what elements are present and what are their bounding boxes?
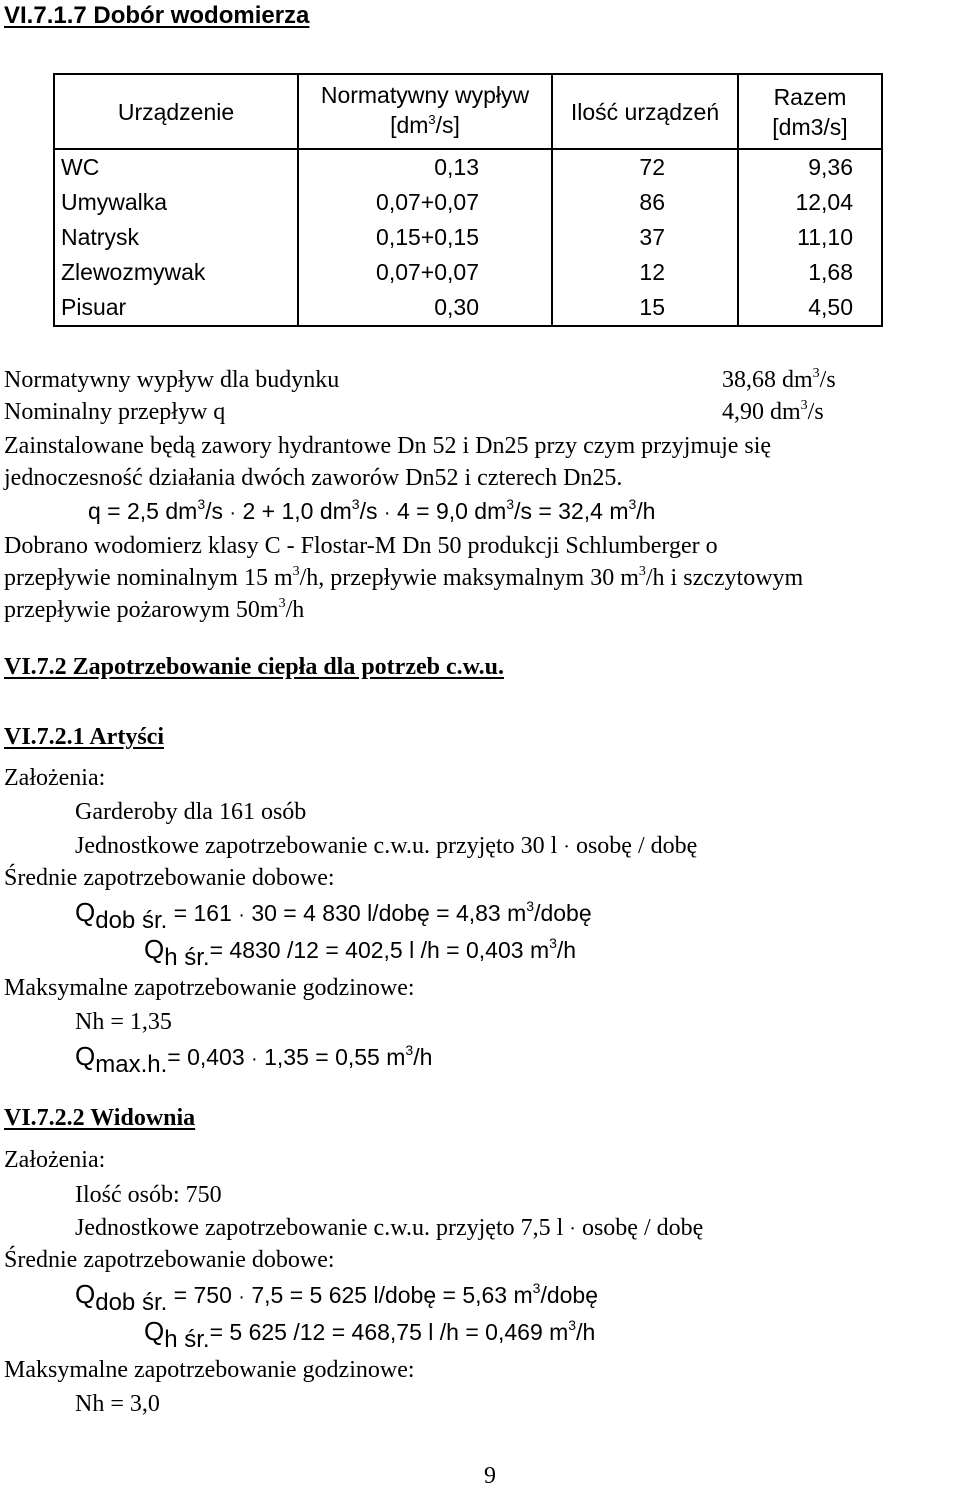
table-header-row (54, 74, 882, 149)
nominal-flow-number: 4,90 dm (722, 399, 801, 425)
table-row (54, 220, 882, 255)
q-symbol: Q (144, 934, 165, 964)
q-symbol: Q (144, 1316, 165, 1346)
table-row (54, 290, 882, 326)
audience-assumptions-label: Założenia: (4, 1147, 106, 1173)
formula-sup: 3 (628, 496, 637, 512)
cell-total: 4,50 (738, 290, 882, 326)
multiply-dot: · (251, 1048, 258, 1070)
q-symbol: Q (75, 1041, 96, 1071)
cell-total: 12,04 (738, 185, 882, 220)
cell-device: WC (54, 149, 298, 185)
cell-flow: 0,15+0,15 (298, 220, 552, 255)
cell-count: 86 (552, 185, 738, 220)
formula-part: /h (636, 498, 656, 524)
header-flow-unit-sup: 3 (428, 111, 436, 127)
formula-sup: 3 (506, 496, 515, 512)
formula-part: = 161 (167, 900, 232, 926)
formula-part: /h (413, 1044, 433, 1070)
formula-part: 2 + 1,0 dm (242, 498, 352, 524)
flow-formula (88, 496, 656, 524)
q-symbol: Q (75, 1279, 96, 1309)
meter-text: przepływie pożarowym 50m (4, 597, 279, 623)
q-subscript: dob śr. (95, 1289, 168, 1316)
cell-total: 1,68 (738, 255, 882, 290)
formula-part: = 5 625 /12 = 468,75 l /h = 0,469 m (209, 1319, 569, 1345)
artists-item-2-text: osobę / dobę (575, 833, 698, 859)
cell-flow: 0,07+0,07 (298, 185, 552, 220)
hydrant-paragraph-line1: Zainstalowane będą zawory hydrantowe Dn 52 i Dn25 przy czym przyjmuje się (4, 433, 772, 459)
norm-flow-sup: 3 (812, 366, 820, 381)
meter-paragraph-line3 (4, 598, 304, 622)
audience-heading: VI.7.2.2 Widownia (4, 1105, 196, 1131)
nominal-flow-value (722, 400, 824, 424)
formula-sup: 3 (526, 898, 535, 914)
header-flow-line1: Normatywny wypływ (320, 81, 530, 108)
cell-total: 9,36 (738, 149, 882, 185)
multiply-dot: · (569, 1218, 576, 1240)
header-flow (298, 74, 552, 149)
cell-flow: 0,30 (298, 290, 552, 326)
cell-count: 72 (552, 149, 738, 185)
meter-text: przepływie nominalnym 15 m (4, 565, 293, 591)
artists-item-2 (75, 834, 697, 858)
formula-sup: 3 (351, 496, 360, 512)
formula-part: = 750 (167, 1282, 232, 1308)
multiply-dot: · (229, 502, 237, 524)
cell-device: Natrysk (54, 220, 298, 255)
audience-item-2 (75, 1216, 703, 1240)
meter-paragraph-line2 (4, 566, 803, 590)
formula-part: /dobę (540, 1282, 599, 1308)
audience-item-2-text: Jednostkowe zapotrzebowanie c.w.u. przyjęto 7,5 l (75, 1215, 564, 1241)
formula-part: 30 = 4 830 l/dobę = 4,83 m (251, 900, 527, 926)
meter-sup: 3 (278, 596, 286, 611)
cell-total: 11,10 (738, 220, 882, 255)
nominal-flow-sup: 3 (800, 398, 808, 413)
q-subscript: max.h. (95, 1051, 168, 1078)
multiply-dot: · (563, 836, 570, 858)
nominal-flow-label: Nominalny przepływ q (4, 399, 226, 425)
formula-sup: 3 (549, 935, 557, 951)
meter-sup: 3 (638, 564, 646, 579)
artists-assumptions-label: Założenia: (4, 765, 106, 791)
artists-nh: Nh = 1,35 (75, 1009, 172, 1035)
multiply-dot: · (238, 904, 245, 926)
multiply-dot: · (238, 1286, 245, 1308)
formula-sup: 3 (532, 1280, 541, 1296)
table-row (54, 185, 882, 220)
formula-part: = 4830 /12 = 402,5 l /h = 0,403 m (209, 937, 550, 963)
meter-text: /h i szczytowym (645, 565, 804, 591)
q-subscript: h śr. (164, 1326, 210, 1353)
cell-count: 37 (552, 220, 738, 255)
water-meter-table (53, 73, 883, 327)
formula-part: 1,35 = 0,55 m (264, 1044, 406, 1070)
cell-flow: 0,07+0,07 (298, 255, 552, 290)
header-count: Ilość urządzeń (552, 74, 738, 149)
meter-paragraph-line1: Dobrano wodomierz klasy C - Flostar-M Dn 50 produkcji Schlumberger o (4, 533, 718, 559)
audience-item-2-text: osobę / dobę (581, 1215, 704, 1241)
formula-part: /h (556, 937, 577, 963)
norm-flow-number: 38,68 dm (722, 367, 813, 393)
nominal-flow-unit: /s (807, 399, 824, 425)
section-title: VI.7.1.7 Dobór wodomierza (4, 2, 310, 29)
audience-daily-label: Średnie zapotrzebowanie dobowe: (4, 1247, 335, 1273)
q-symbol: Q (75, 897, 96, 927)
formula-part: /s (205, 498, 224, 524)
artists-daily-label: Średnie zapotrzebowanie dobowe: (4, 865, 335, 891)
q-subscript: dob śr. (95, 907, 168, 934)
norm-flow-value (722, 368, 836, 392)
formula-sup: 3 (405, 1042, 414, 1058)
cell-count: 12 (552, 255, 738, 290)
header-total-line2: [dm3/s] (772, 113, 848, 140)
multiply-dot: · (383, 502, 391, 524)
audience-max-label: Maksymalne zapotrzebowanie godzinowe: (4, 1357, 415, 1383)
artists-max-label: Maksymalne zapotrzebowanie godzinowe: (4, 975, 415, 1001)
header-flow-unit-a: [dm (390, 111, 429, 138)
formula-part: 4 = 9,0 dm (396, 498, 507, 524)
norm-flow-unit: /s (819, 367, 836, 393)
table-row (54, 149, 882, 185)
formula-part: q = 2,5 dm (88, 498, 198, 524)
audience-item-1: Ilość osób: 750 (75, 1182, 222, 1208)
audience-nh: Nh = 3,0 (75, 1391, 160, 1417)
formula-sup: 3 (197, 496, 206, 512)
q-subscript: h śr. (164, 944, 210, 971)
audience-qdob-formula (75, 1279, 599, 1316)
formula-part: /h (576, 1319, 596, 1345)
formula-part: /dobę (534, 900, 592, 926)
meter-sup: 3 (292, 564, 300, 579)
header-device: Urządzenie (54, 74, 298, 149)
artists-heading: VI.7.2.1 Artyści (4, 724, 164, 750)
audience-qh-formula (144, 1316, 596, 1353)
formula-part: = 0,403 (167, 1044, 245, 1070)
table-row (54, 255, 882, 290)
formula-part: /s = 32,4 m (514, 498, 629, 524)
artists-qdob-formula (75, 897, 592, 934)
artists-qmax-formula (75, 1041, 433, 1078)
cell-device: Zlewozmywak (54, 255, 298, 290)
formula-part: /s (359, 498, 378, 524)
header-total (738, 74, 882, 149)
cell-device: Pisuar (54, 290, 298, 326)
artists-qh-formula (144, 934, 577, 971)
artists-item-2-text: Jednostkowe zapotrzebowanie c.w.u. przyjęto 30 l (75, 833, 558, 859)
header-flow-unit-b: /s] (435, 111, 460, 138)
page-number: 9 (484, 1463, 496, 1489)
artists-item-1: Garderoby dla 161 osób (75, 799, 307, 825)
formula-part: 7,5 = 5 625 l/dobę = 5,63 m (251, 1282, 533, 1308)
norm-flow-label: Normatywny wypływ dla budynku (4, 367, 340, 393)
meter-text: /h, przepływie maksymalnym 30 m (299, 565, 639, 591)
cell-count: 15 (552, 290, 738, 326)
meter-text: /h (285, 597, 305, 623)
hydrant-paragraph-line2: jednoczesność działania dwóch zaworów Dn52 i czterech Dn25. (4, 465, 623, 491)
formula-sup: 3 (568, 1317, 577, 1333)
section-72-heading: VI.7.2 Zapotrzebowanie ciepła dla potrzeb c.w.u. (4, 654, 504, 680)
cell-flow: 0,13 (298, 149, 552, 185)
cell-device: Umywalka (54, 185, 298, 220)
header-total-line1: Razem (773, 83, 847, 110)
